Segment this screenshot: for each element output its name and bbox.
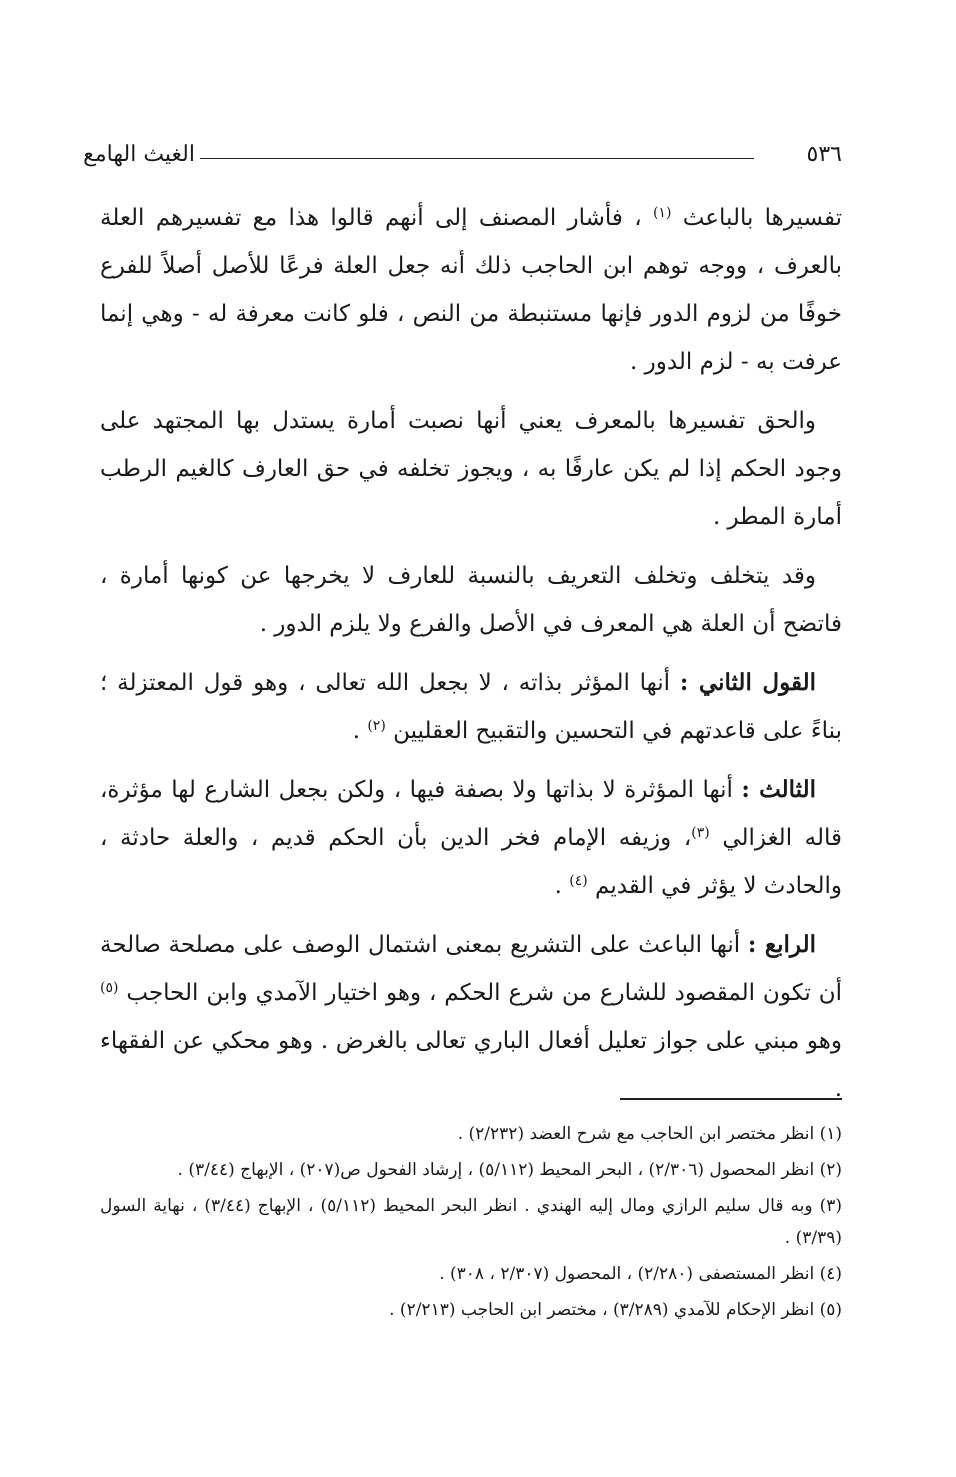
paragraph-third-opinion: الثالث : أنها المؤثرة لا بذاتها ولا بصفة فيها ، ولكن بجعل الشارع لها مؤثرة، قاله الغزالي $^{(٣)}$، وزيفه الإمام فخر الدين بأن الحكم قديم ، والعلة حادثة ، والحادث لا يؤثر في القديم $^{(٤)}$ . [100,776,842,899]
paragraph-second-opinion: القول الثاني : أنها المؤثر بذاته ، لا بجعل الله تعالى ، وهو قول المعتزلة ؛ بناءً على قاعدتهم في التحسين والتقبيح العقليين $^{(٢)}$ . [100,669,842,744]
paragraph-3: وقد يتخلف وتخلف التعريف بالنسبة للعارف لا يخرجها عن كونها أمارة ، فاتضح أن العلة هي المعرف في الأصل والفرع ولا يلزم الدور . [100,563,842,637]
footnote-4: (٤) انظر المستصفى (٢/٢٨٠) ، المحصول (٢/٣٠٧ ، ٣٠٨) . [439,1264,842,1284]
footnote-2: (٢) انظر المحصول (٢/٣٠٦) ، البحر المحيط (٥/١١٢) ، إرشاد الفحول ص(٢٠٧) ، الإبهاج (٣/٤٤) . [177,1160,842,1180]
paragraph-fourth-opinion: الرابع : أنها الباعث على التشريع بمعنى اشتمال الوصف على مصلحة صالحة أن تكون المقصود للشارع من شرع الحكم ، وهو اختيار الآمدي وابن الحاجب $^{(٥)}$ وهو مبني على جواز تعليل أفعال الباري تعالى بالغرض . وهو محكي عن الفقهاء . [100,931,842,1102]
page-number: ٥٣٦ [806,142,842,167]
book-title: الغيث الهامع [83,142,195,167]
footnote-ref-2: (٢) [367,718,386,734]
footnote-ref-3: (٣) [691,825,710,841]
paragraph-2: والحق تفسيرها بالمعرف يعني أنها نصبت أمارة يستدل بها المجتهد على وجود الحكم إذا لم يكن عارفًا به ، ويجوز تخلفه في حق العارف كالغيم الرطب أمارة المطر . [100,408,842,530]
footnote-separator [620,1098,842,1100]
footnote-ref-4: (٤) [569,873,588,889]
footnote-3: (٣) وبه قال سليم الرازي ومال إليه الهندي . انظر البحر المحيط (٥/١١٢) ، الإبهاج (٣/٤٤) ، نهاية السول (٣/٣٩) . [100,1196,842,1248]
footnote-ref-5: (٥) [100,980,119,996]
main-text [100,194,842,1124]
footnote-1: (١) انظر مختصر ابن الحاجب مع شرح العضد (٢/٢٣٢) . [457,1124,842,1144]
section-lead-fourth: الرابع : [747,931,817,958]
footnote-5: (٥) انظر الإحكام للآمدي (٣/٢٨٩) ، مختصر ابن الحاجب (٢/٢١٣) . [389,1300,842,1320]
footnote-ref-1: (١) [652,205,672,221]
header-rule [200,158,754,159]
section-lead-second: القول الثاني : [679,669,816,696]
footnotes [100,1118,842,1330]
running-header [83,138,842,178]
section-lead-third: الثالث : [741,776,817,803]
paragraph-1: تفسيرها بالباعث $^{(١)}$ ، فأشار المصنف إلى أنهم قالوا هذا مع تفسيرهم العلة بالعرف ، ووجه توهم ابن الحاجب ذلك أنه جعل العلة فرعًا للأصل أصلاً للفرع خوفًا من لزوم الدور فإنها مستنبطة من النص ، فلو كانت معرفة له - وهي إنما عرفت به - لزم الدور . [100,205,842,375]
